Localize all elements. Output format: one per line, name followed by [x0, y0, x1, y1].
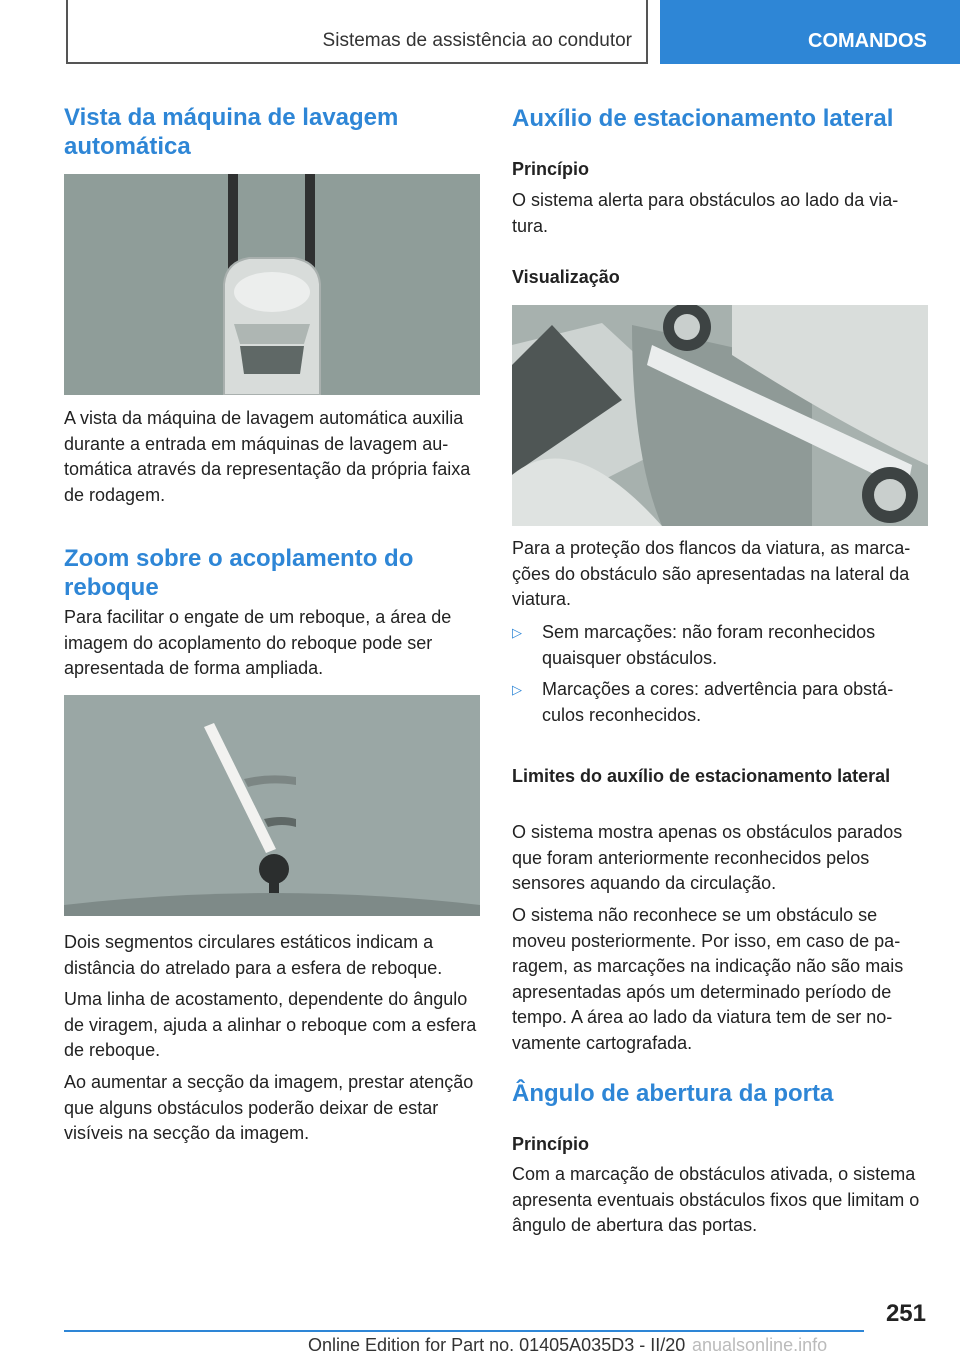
- footer-divider: [64, 1330, 864, 1332]
- list-item: ▷ Marcações a cores: advertência para obstáculos reconhecidos.: [512, 679, 894, 725]
- chapter-tab-label: COMANDOS: [808, 30, 927, 52]
- section-title: Sistemas de assistência ao condutor: [322, 30, 632, 51]
- trailer-coupling-figure: [64, 695, 480, 916]
- paragraph-alignment-line: Uma linha de acostamento, dependente do ângulo de viragem, ajuda a alinhar o reboque com a esfera de reboque.: [64, 989, 477, 1060]
- list-item: ▷ Sem marcações: não foram reconhecidos quaisquer obstáculos.: [512, 622, 876, 668]
- heading-car-wash-view: Vista da máquina de lavagem automática: [64, 104, 399, 160]
- subheading-principle-door: Princípio: [512, 1134, 590, 1154]
- triangle-bullet-icon: ▷: [512, 625, 522, 640]
- subheading-display: Visualização: [512, 267, 620, 287]
- side-parking-illustration: [512, 305, 928, 526]
- paragraph-limits-1: O sistema mostra apenas os obstáculos parados que foram anteriormente reconhecidos pelos sensores aquando da circulação.: [512, 822, 903, 893]
- paragraph-car-wash: A vista da máquina de lavagem automática auxilia durante a entrada em máquinas de lavagem automática através da representação da própria faixa de rodagem.: [64, 408, 471, 505]
- header-box: [66, 0, 648, 64]
- paragraph-trailer-zoom: Para facilitar o engate de um reboque, a área de imagem do acoplamento do reboque pode ser apresentada de forma ampliada.: [64, 607, 452, 678]
- paragraph-enlarge-warning: Ao aumentar a secção da imagem, prestar atenção que alguns obstáculos poderão deixar de estar visíveis na secção da imagem.: [64, 1072, 474, 1143]
- subheading-limits: Limites do auxílio de estacionamento lateral: [512, 766, 891, 786]
- paragraph-limits-2: O sistema não reconhece se um obstáculo se moveu posteriormente. Por isso, em caso de paragem, as marcações na indicação não são mais apresentadas após um determinado período de tempo. A área ao lado da viatura tem de ser novamente cartografada.: [512, 905, 904, 1053]
- car-wash-figure: [64, 174, 480, 395]
- heading-door-angle: Ângulo de abertura da porta: [512, 1080, 834, 1107]
- heading-side-parking: Auxílio de estacionamento lateral: [512, 105, 894, 132]
- paragraph-display: Para a proteção dos flancos da viatura, as marcações do obstáculo são apresentadas na lateral da viatura.: [512, 538, 911, 609]
- heading-trailer-zoom: Zoom sobre o acoplamento do reboque: [64, 545, 414, 601]
- car-wash-illustration: [64, 174, 480, 395]
- subheading-principle: Princípio: [512, 159, 590, 179]
- triangle-bullet-icon: ▷: [512, 682, 522, 697]
- chapter-tab[interactable]: [660, 0, 960, 64]
- paragraph-door-angle: Com a marcação de obstáculos ativada, o sistema apresenta eventuais obstáculos fixos que limitam o ângulo de abertura das portas.: [512, 1164, 920, 1235]
- paragraph-principle: O sistema alerta para obstáculos ao lado da viatura.: [512, 190, 899, 236]
- edition-text: Online Edition for Part no. 01405A035D3 - II/20: [308, 1335, 686, 1355]
- watermark-logo: anualsonline.info: [692, 1335, 828, 1355]
- page-number: 251: [885, 1300, 926, 1327]
- side-parking-figure: [512, 305, 928, 526]
- paragraph-segments: Dois segmentos circulares estáticos indicam a distância do atrelado para a esfera de reboque.: [64, 932, 443, 978]
- trailer-coupling-illustration: [64, 695, 480, 916]
